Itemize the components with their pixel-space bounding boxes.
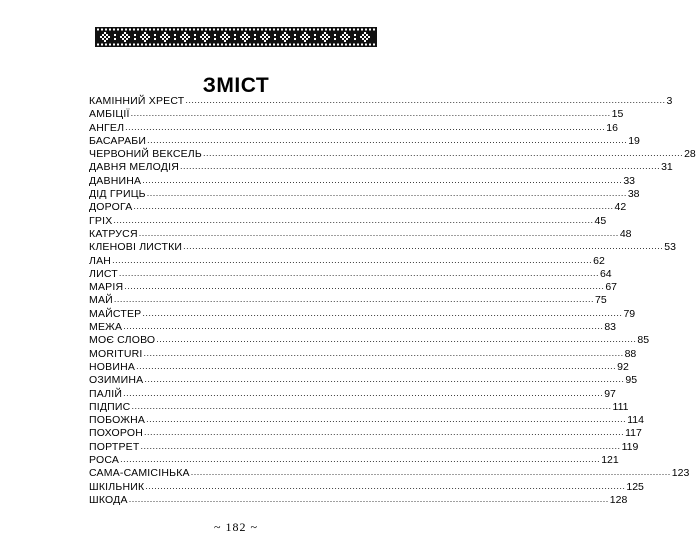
toc-entry-page: 111: [612, 400, 629, 413]
toc-entry-page: 33: [623, 174, 635, 187]
dot-leader: ................................................................................................................................................................: [143, 347, 624, 358]
toc-entry[interactable]: [89, 387, 616, 401]
toc-entry[interactable]: [89, 174, 635, 188]
toc-entry[interactable]: [89, 281, 618, 294]
toc-entry-page: 83: [604, 321, 617, 334]
ukrainian-embroidery-ornament-icon: [95, 27, 377, 47]
toc-entry[interactable]: [89, 440, 639, 454]
dot-leader: ................................................................................................................................................................: [203, 148, 684, 159]
toc-entry-page: 48: [619, 227, 632, 240]
toc-entry-title: КАТРУСЯ: [89, 227, 138, 240]
toc-entry-title: МАРІЯ: [89, 281, 124, 294]
toc-entry-page: 121: [601, 454, 619, 467]
toc-entry-page: 67: [605, 281, 618, 294]
dot-leader: ................................................................................................................................................................: [113, 214, 594, 225]
toc-entry-title: ОЗИМИНА: [89, 374, 144, 387]
dot-leader: ................................................................................................................................................................: [144, 427, 625, 438]
toc-entry-page: 85: [637, 334, 650, 347]
toc-entry[interactable]: [89, 400, 629, 414]
toc-entry[interactable]: [89, 307, 636, 321]
dot-leader: ................................................................................................................................................................: [140, 440, 621, 451]
toc-entry[interactable]: [89, 454, 619, 467]
toc-entry-page: 16: [606, 121, 618, 134]
toc-entry-title: КЛЕНОВІ ЛИСТКИ: [89, 241, 183, 254]
toc-entry-title: ШКОДА: [89, 493, 128, 506]
toc-entry-title: САМА-САМІСІНЬКА: [89, 467, 190, 480]
toc-entry-title: ШКІЛЬНИК: [89, 480, 145, 493]
dot-leader: ................................................................................................................................................................: [138, 227, 619, 238]
dot-leader: ................................................................................................................................................................: [112, 254, 593, 265]
toc-entry[interactable]: [89, 254, 605, 268]
dot-leader: ................................................................................................................................................................: [142, 307, 623, 318]
toc-entry[interactable]: [89, 321, 617, 334]
toc-entry-title: ПАЛІЙ: [89, 387, 123, 400]
page-title: ЗМІСТ: [202, 74, 270, 98]
toc-entry-title: MORITURI: [89, 347, 143, 360]
toc-entry[interactable]: [89, 360, 629, 374]
toc-entry[interactable]: [89, 214, 607, 228]
dot-leader: ................................................................................................................................................................: [146, 414, 627, 425]
toc-entry-title: КАМІННИЙ ХРЕСТ: [89, 95, 185, 107]
toc-entry-page: 95: [625, 374, 638, 387]
toc-entry-title: ЧЕРВОНИЙ ВЕКСЕЛЬ: [89, 148, 202, 161]
toc-entry[interactable]: [89, 241, 676, 254]
toc-entry[interactable]: [89, 493, 628, 507]
toc-entry-title: ПОРТРЕТ: [89, 440, 140, 453]
toc-entry-page: 79: [623, 307, 636, 320]
dot-leader: ................................................................................................................................................................: [146, 188, 627, 199]
toc-entry-page: 3: [666, 95, 673, 107]
toc-entry-page: 19: [628, 134, 640, 147]
toc-entry-title: ПІДПИС: [89, 400, 131, 413]
toc-entry[interactable]: [89, 95, 673, 108]
toc-entry-title: ДАВНЯ МЕЛОДІЯ: [89, 161, 179, 174]
toc-entry-page: 28: [684, 148, 696, 161]
dot-leader: ................................................................................................................................................................: [183, 241, 664, 252]
toc-entry[interactable]: [89, 188, 640, 201]
toc-entry[interactable]: [89, 134, 640, 148]
toc-entry-title: АНГЕЛ: [89, 121, 125, 134]
dot-leader: ................................................................................................................................................................: [144, 374, 625, 385]
toc-entry-page: 45: [594, 214, 607, 227]
toc-entry-title: МАЙСТЕР: [89, 307, 142, 320]
dot-leader: ................................................................................................................................................................: [136, 360, 617, 371]
toc-entry-page: 31: [661, 161, 673, 174]
toc-entry-page: 42: [614, 201, 627, 214]
dot-leader: ................................................................................................................................................................: [130, 108, 611, 119]
toc-entry[interactable]: [89, 161, 673, 174]
dot-leader: ................................................................................................................................................................: [156, 334, 637, 345]
toc-entry-title: ЛИСТ: [89, 267, 118, 280]
toc-entry[interactable]: [89, 201, 627, 214]
toc-entry[interactable]: [89, 374, 638, 387]
dot-leader: ................................................................................................................................................................: [120, 454, 601, 465]
toc-entry-page: 114: [627, 414, 644, 427]
dot-leader: ................................................................................................................................................................: [185, 95, 666, 105]
toc-entry[interactable]: [89, 467, 690, 480]
toc-entry-page: 119: [621, 440, 639, 453]
dot-leader: ................................................................................................................................................................: [180, 161, 661, 172]
toc-entry-page: 125: [626, 480, 644, 493]
dot-leader: ................................................................................................................................................................: [128, 493, 609, 504]
toc-entry-page: 123: [671, 467, 690, 480]
dot-leader: ................................................................................................................................................................: [142, 174, 623, 185]
toc-entry-title: ДАВНИНА: [89, 174, 142, 187]
dot-leader: ................................................................................................................................................................: [118, 267, 599, 278]
toc-entry-title: ПОБОЖНА: [89, 414, 146, 427]
toc-entry[interactable]: [89, 347, 637, 361]
toc-entry-title: РОСА: [89, 454, 120, 467]
toc-entry-page: 15: [611, 108, 624, 121]
toc-entry-page: 117: [625, 427, 642, 440]
toc-entry-title: МОЄ СЛОВО: [89, 334, 156, 347]
toc-entry-title: АМБІЦІЇ: [89, 108, 130, 121]
toc-entry-page: 75: [594, 294, 607, 307]
toc-entry[interactable]: [89, 121, 618, 135]
dot-leader: ................................................................................................................................................................: [113, 294, 594, 305]
dot-leader: ................................................................................................................................................................: [190, 467, 671, 478]
toc-entry-page: 128: [609, 493, 628, 506]
toc-entry-page: 64: [599, 267, 612, 280]
toc-entry[interactable]: [89, 334, 650, 347]
dot-leader: ................................................................................................................................................................: [145, 480, 626, 491]
toc-entry-title: ЛАН: [89, 254, 112, 267]
toc-entry-title: ДОРОГА: [89, 201, 133, 214]
toc-entry-page: 97: [604, 387, 616, 400]
toc-entry[interactable]: [89, 227, 632, 241]
toc-entry-page: 92: [617, 360, 629, 373]
toc-entry-page: 53: [664, 241, 676, 254]
dot-leader: ................................................................................................................................................................: [124, 281, 605, 292]
toc-entry-title: НОВИНА: [89, 360, 136, 373]
toc-entry[interactable]: [89, 480, 644, 494]
toc-entry[interactable]: [89, 267, 612, 281]
dot-leader: ................................................................................................................................................................: [131, 400, 612, 411]
toc-entry[interactable]: [89, 427, 642, 440]
toc-entry-title: ГРІХ: [89, 214, 113, 227]
toc-entry-title: ПОХОРОН: [89, 427, 143, 440]
dot-leader: ................................................................................................................................................................: [133, 201, 614, 212]
toc-entry-title: БАСАРАБИ: [89, 134, 147, 147]
dot-leader: ................................................................................................................................................................: [123, 321, 604, 332]
toc-entry[interactable]: [89, 148, 696, 161]
toc-entry-page: 38: [627, 188, 640, 201]
page-number: ~ 182 ~: [214, 520, 258, 534]
toc-entry-title: МАЙ: [89, 294, 113, 307]
toc-entry-page: 62: [593, 254, 605, 267]
toc-entry-title: ДІД ГРИЦЬ: [89, 188, 146, 201]
dot-leader: ................................................................................................................................................................: [125, 121, 606, 132]
toc-entry-page: 88: [624, 347, 637, 360]
toc-entry-title: МЕЖА: [89, 321, 123, 334]
toc-entry[interactable]: [89, 108, 624, 121]
dot-leader: ................................................................................................................................................................: [147, 134, 628, 145]
dot-leader: ................................................................................................................................................................: [123, 387, 604, 398]
toc-entry[interactable]: [89, 294, 607, 307]
table-of-contents: [89, 95, 696, 507]
toc-entry[interactable]: [89, 414, 644, 427]
